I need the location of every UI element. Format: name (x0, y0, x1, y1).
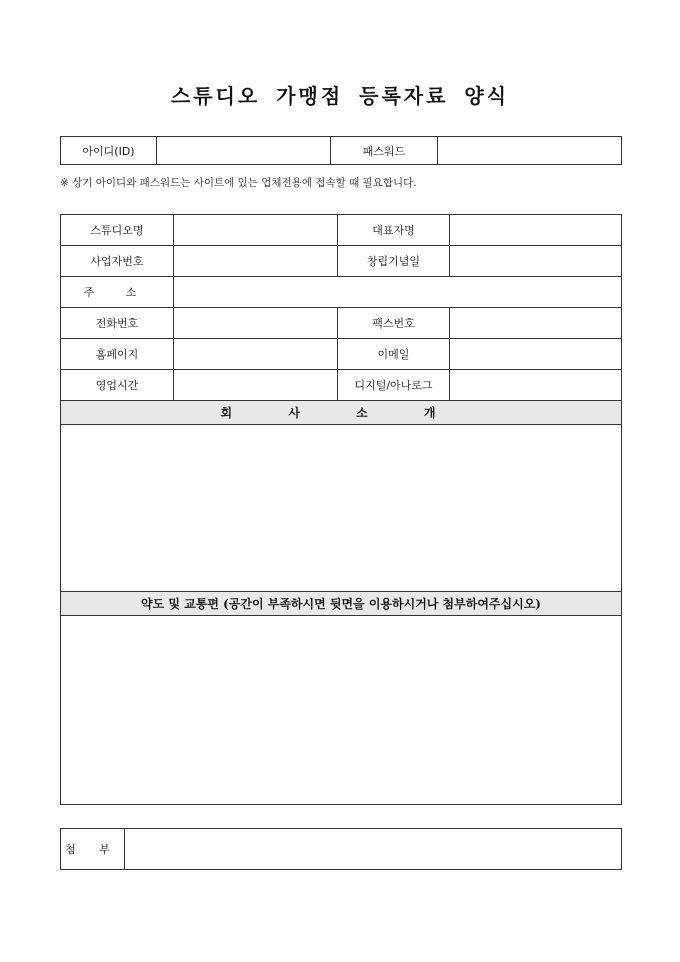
map-directions-area[interactable] (61, 616, 622, 805)
address-label: 주 소 (61, 277, 174, 308)
fax-field[interactable] (450, 308, 622, 339)
founding-date-field[interactable] (450, 246, 622, 277)
attachment-label: 첨 부 (61, 829, 125, 870)
representative-label: 대표자명 (338, 215, 450, 246)
id-field[interactable] (157, 137, 331, 165)
page-title: 스튜디오 가맹점 등록자료 양식 (170, 84, 510, 108)
representative-field[interactable] (450, 215, 622, 246)
digital-analog-field[interactable] (450, 370, 622, 401)
hours-field[interactable] (174, 370, 338, 401)
id-label: 아이디(ID) (61, 137, 157, 165)
homepage-field[interactable] (174, 339, 338, 370)
studio-name-field[interactable] (174, 215, 338, 246)
info-table (60, 214, 622, 805)
account-notice: ※ 상기 아이디와 패스워드는 사이트에 있는 업체전용에 접속할 때 필요합니다. (60, 177, 417, 189)
founding-date-label: 창립기념일 (338, 246, 450, 277)
attachment-field[interactable] (125, 829, 622, 870)
business-no-label: 사업자번호 (61, 246, 174, 277)
company-intro-area[interactable] (61, 425, 622, 592)
phone-label: 전화번호 (61, 308, 174, 339)
fax-label: 팩스번호 (338, 308, 450, 339)
hours-label: 영업시간 (61, 370, 174, 401)
homepage-label: 홈페이지 (61, 339, 174, 370)
phone-field[interactable] (174, 308, 338, 339)
map-directions-header: 약도 및 교통편 (공간이 부족하시면 뒷면을 이용하시거나 첨부하여주십시오) (61, 592, 622, 616)
email-label: 이메일 (338, 339, 450, 370)
email-field[interactable] (450, 339, 622, 370)
password-field[interactable] (438, 137, 622, 165)
account-table (60, 136, 622, 165)
company-intro-header: 회 사 소 개 (61, 401, 622, 425)
address-field[interactable] (174, 277, 622, 308)
studio-name-label: 스튜디오명 (61, 215, 174, 246)
password-label: 패스워드 (331, 137, 438, 165)
business-no-field[interactable] (174, 246, 338, 277)
attachment-table (60, 828, 622, 870)
digital-analog-label: 디지털/아나로그 (338, 370, 450, 401)
